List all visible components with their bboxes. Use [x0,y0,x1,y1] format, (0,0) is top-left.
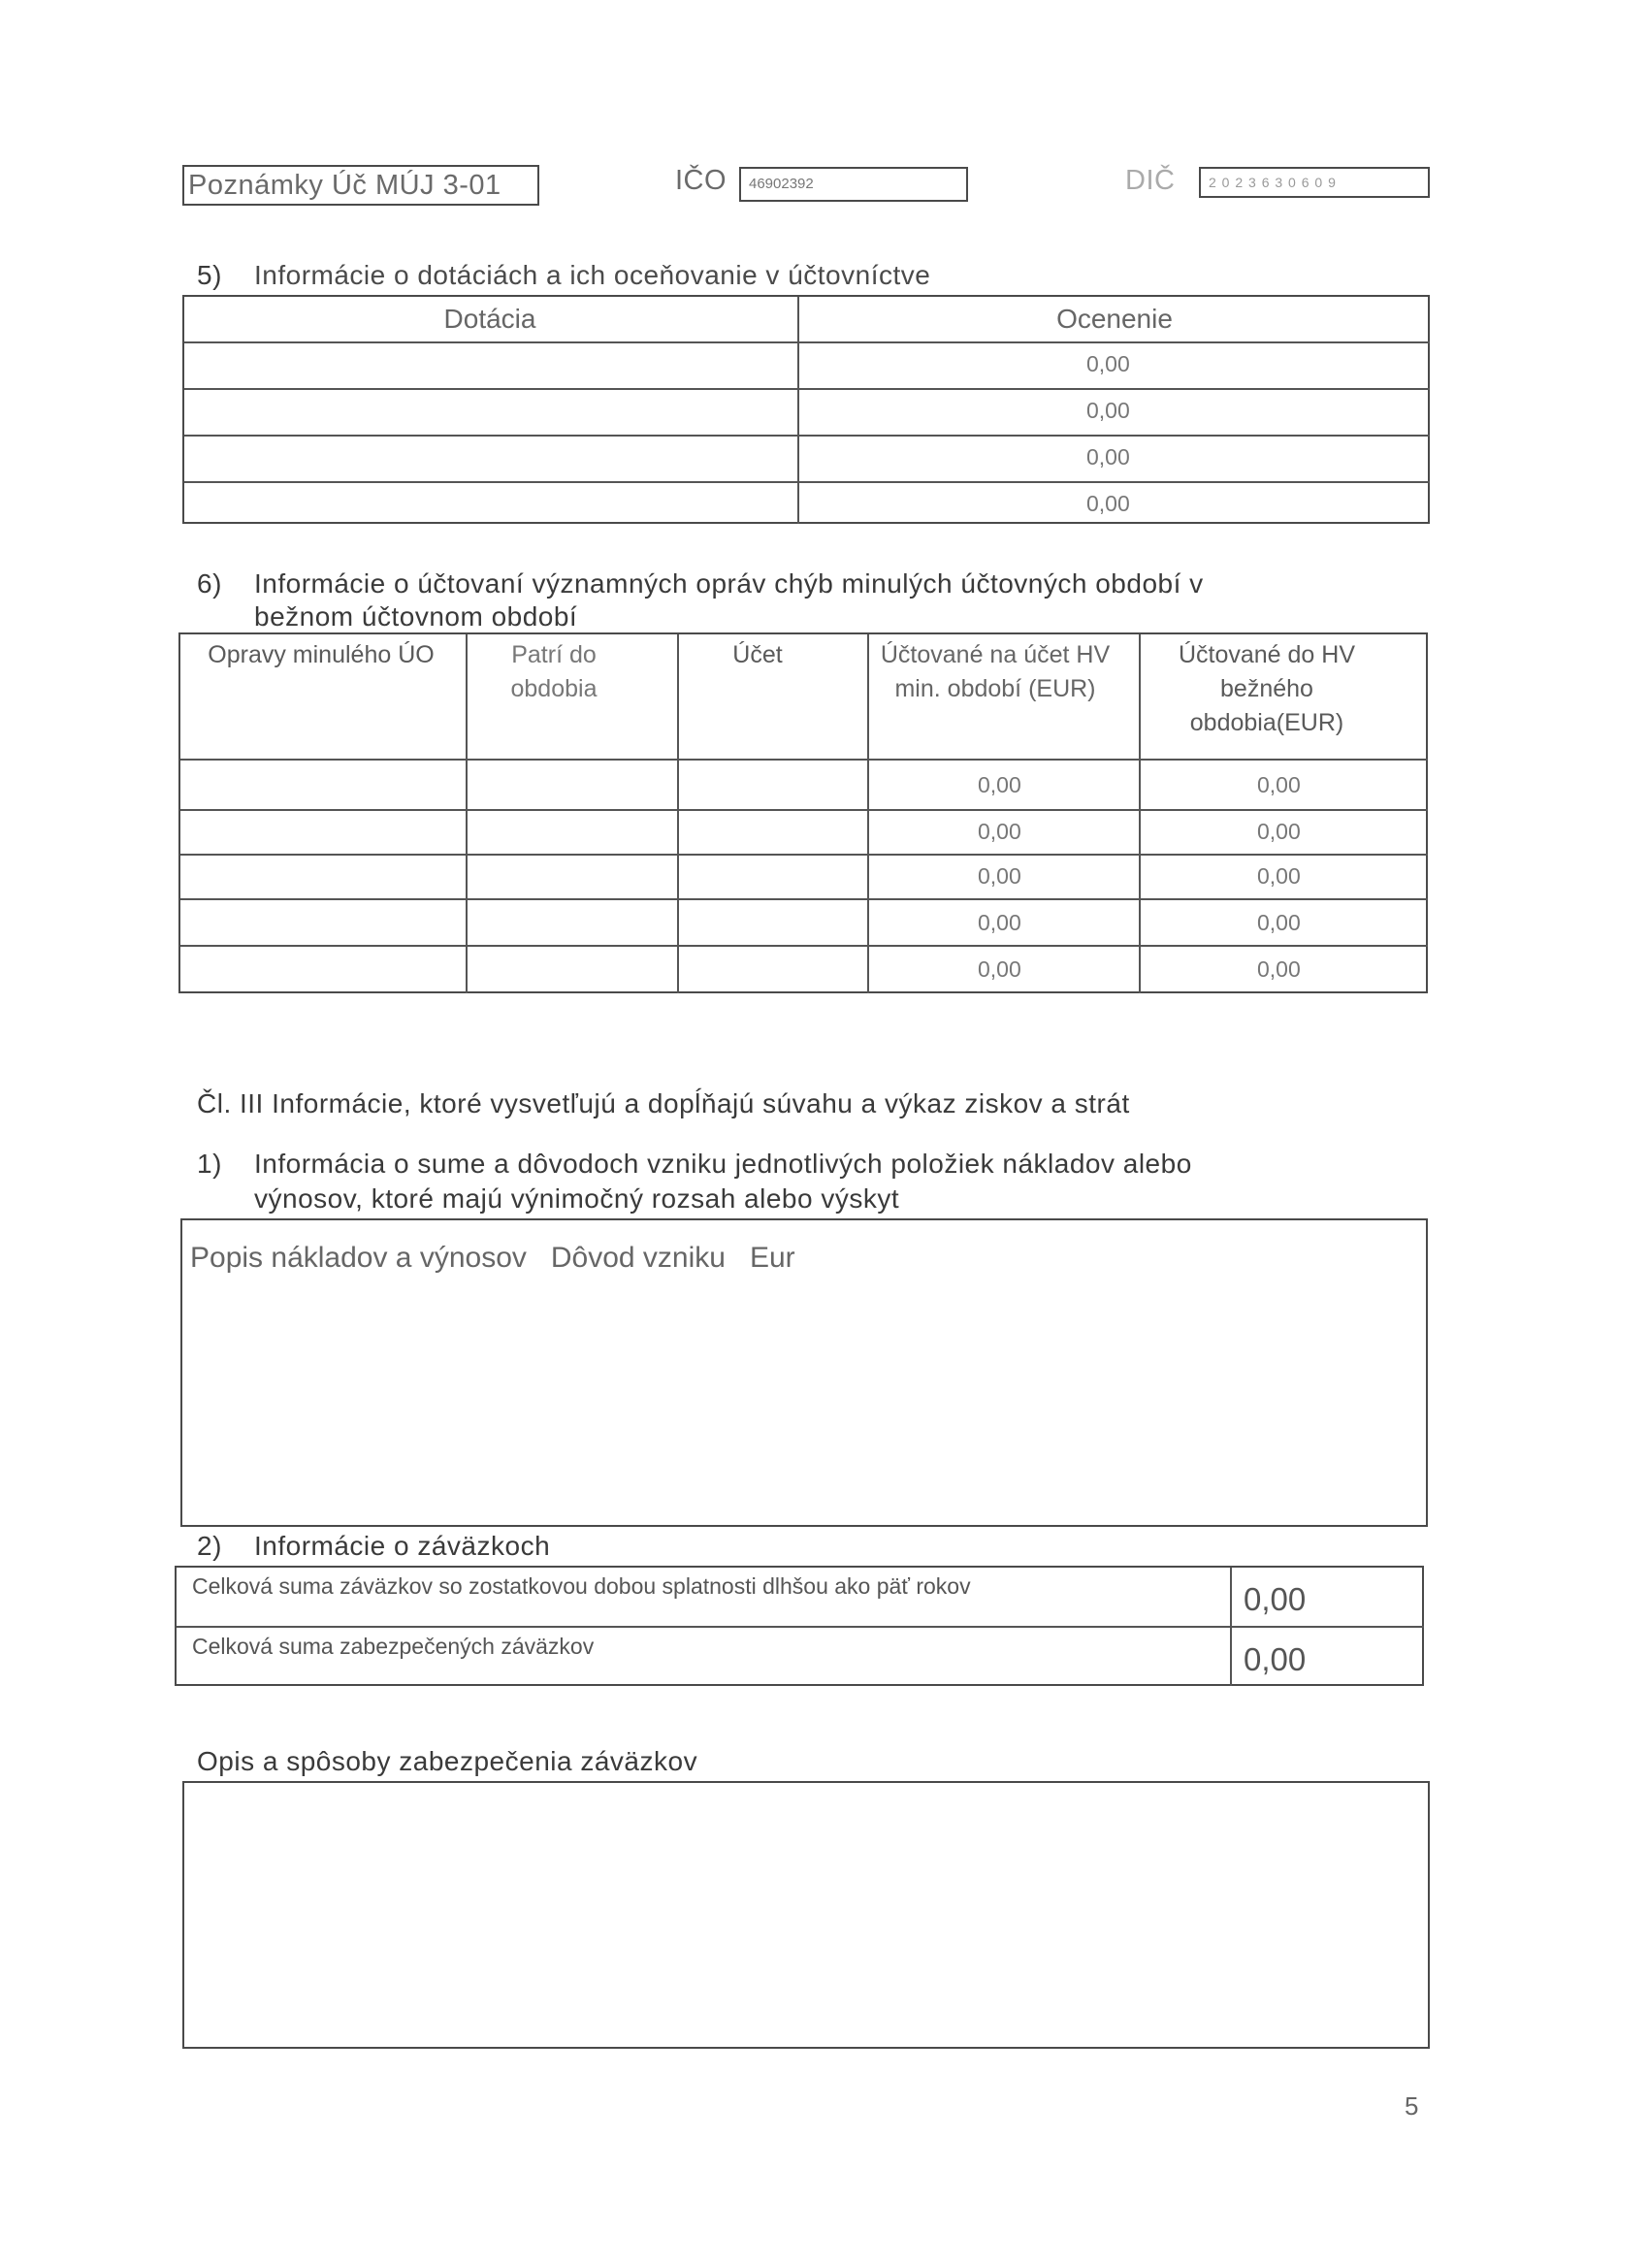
hv-bezne-value: 0,00 [1257,910,1301,935]
form-label-box [182,165,539,206]
col-hv-bezne-header: Účtované do HV bežného obdobia(EUR) [1178,641,1356,736]
section6-number: 6) [197,568,222,599]
dotacie-row-line [184,341,1430,343]
opravy-col-divider [466,634,468,993]
exceptional-items-box [180,1218,1428,1527]
liab-row1-label: Celková suma záväzkov so zostatkovou dobou splatnosti dlhšou ako päť rokov [192,1573,971,1599]
exceptional-items-headers: Popis nákladov a výnosov Dôvod vzniku Eur [190,1242,795,1274]
ocenenie-value: 0,00 [1086,491,1130,516]
ocenenie-value: 0,00 [1086,351,1130,376]
security-description-box [182,1781,1430,2049]
hv-bezne-value: 0,00 [1257,772,1301,797]
page-number: 5 [1405,2091,1419,2121]
col-opravy-header: Opravy minulého ÚO [208,641,435,668]
item2-number: 2) [197,1531,222,1561]
col-ucet-header: Účet [732,641,783,668]
section5-number: 5) [197,260,222,290]
ocenenie-value: 0,00 [1086,444,1130,470]
form-label: Poznámky Úč MÚJ 3-01 [188,170,501,201]
col-dotacia-header: Dotácia [443,304,536,334]
opravy-table [178,632,1428,993]
hv-min-value: 0,00 [978,956,1021,982]
hv-bezne-value: 0,00 [1257,819,1301,844]
opravy-col-divider [1139,634,1141,993]
dotacie-row-line [184,435,1430,437]
hv-min-value: 0,00 [978,819,1021,844]
hv-bezne-value: 0,00 [1257,863,1301,889]
liab-row2-label: Celková suma zabezpečených záväzkov [192,1634,595,1659]
hv-min-value: 0,00 [978,772,1021,797]
section6-title-line1: Informácie o účtovaní významných opráv chýb minulých účtovných období v [254,568,1204,599]
dotacie-row-line [184,388,1430,390]
col-hv-min-header: Účtované na účet HV min. období (EUR) [880,641,1111,702]
hv-min-value: 0,00 [978,910,1021,935]
item1-title-line1: Informácia o sume a dôvodoch vzniku jednotlivých položiek nákladov alebo [254,1149,1192,1179]
opravy-row-line [180,854,1428,856]
ocenenie-value: 0,00 [1086,398,1130,423]
dotacie-col-divider [797,297,799,524]
opravy-col-divider [867,634,869,993]
section5-title: Informácie o dotáciách a ich oceňovanie v účtovníctve [254,260,931,290]
liabilities-table [175,1566,1424,1686]
opravy-col-divider [677,634,679,993]
item1-number: 1) [197,1149,222,1179]
opravy-row-line [180,898,1428,900]
col-ocenenie-header: Ocenenie [1056,304,1173,334]
item1-title-line2: výnosov, ktoré majú výnimočný rozsah alebo výskyt [254,1183,900,1214]
opravy-row-line [180,759,1428,761]
dic-field [1199,167,1430,198]
security-title: Opis a spôsoby zabezpečenia záväzkov [197,1746,698,1776]
ico-label: IČO [675,165,728,196]
dotacie-row-line [184,481,1430,483]
col-patri-header: Patrí do obdobia [510,641,598,702]
hv-min-value: 0,00 [978,863,1021,889]
opravy-row-line [180,809,1428,811]
hv-bezne-value: 0,00 [1257,956,1301,982]
liab-row2-value: 0,00 [1244,1641,1307,1677]
section6-title-line2: bežnom účtovnom období [254,601,578,632]
liab-row-line [177,1626,1424,1628]
liab-row1-value: 0,00 [1244,1581,1307,1617]
dic-value: 2 0 2 3 6 3 0 6 0 9 [1209,175,1337,190]
article3-title: Čl. III Informácie, ktoré vysvetľujú a dopĺňajú súvahu a výkaz ziskov a strát [197,1088,1130,1118]
opravy-row-line [180,945,1428,947]
item2-title: Informácie o záväzkoch [254,1531,551,1561]
dic-label: DIČ [1125,165,1176,196]
ico-value: 46902392 [749,176,814,192]
ico-field [739,167,968,202]
dotacie-table [182,295,1430,524]
